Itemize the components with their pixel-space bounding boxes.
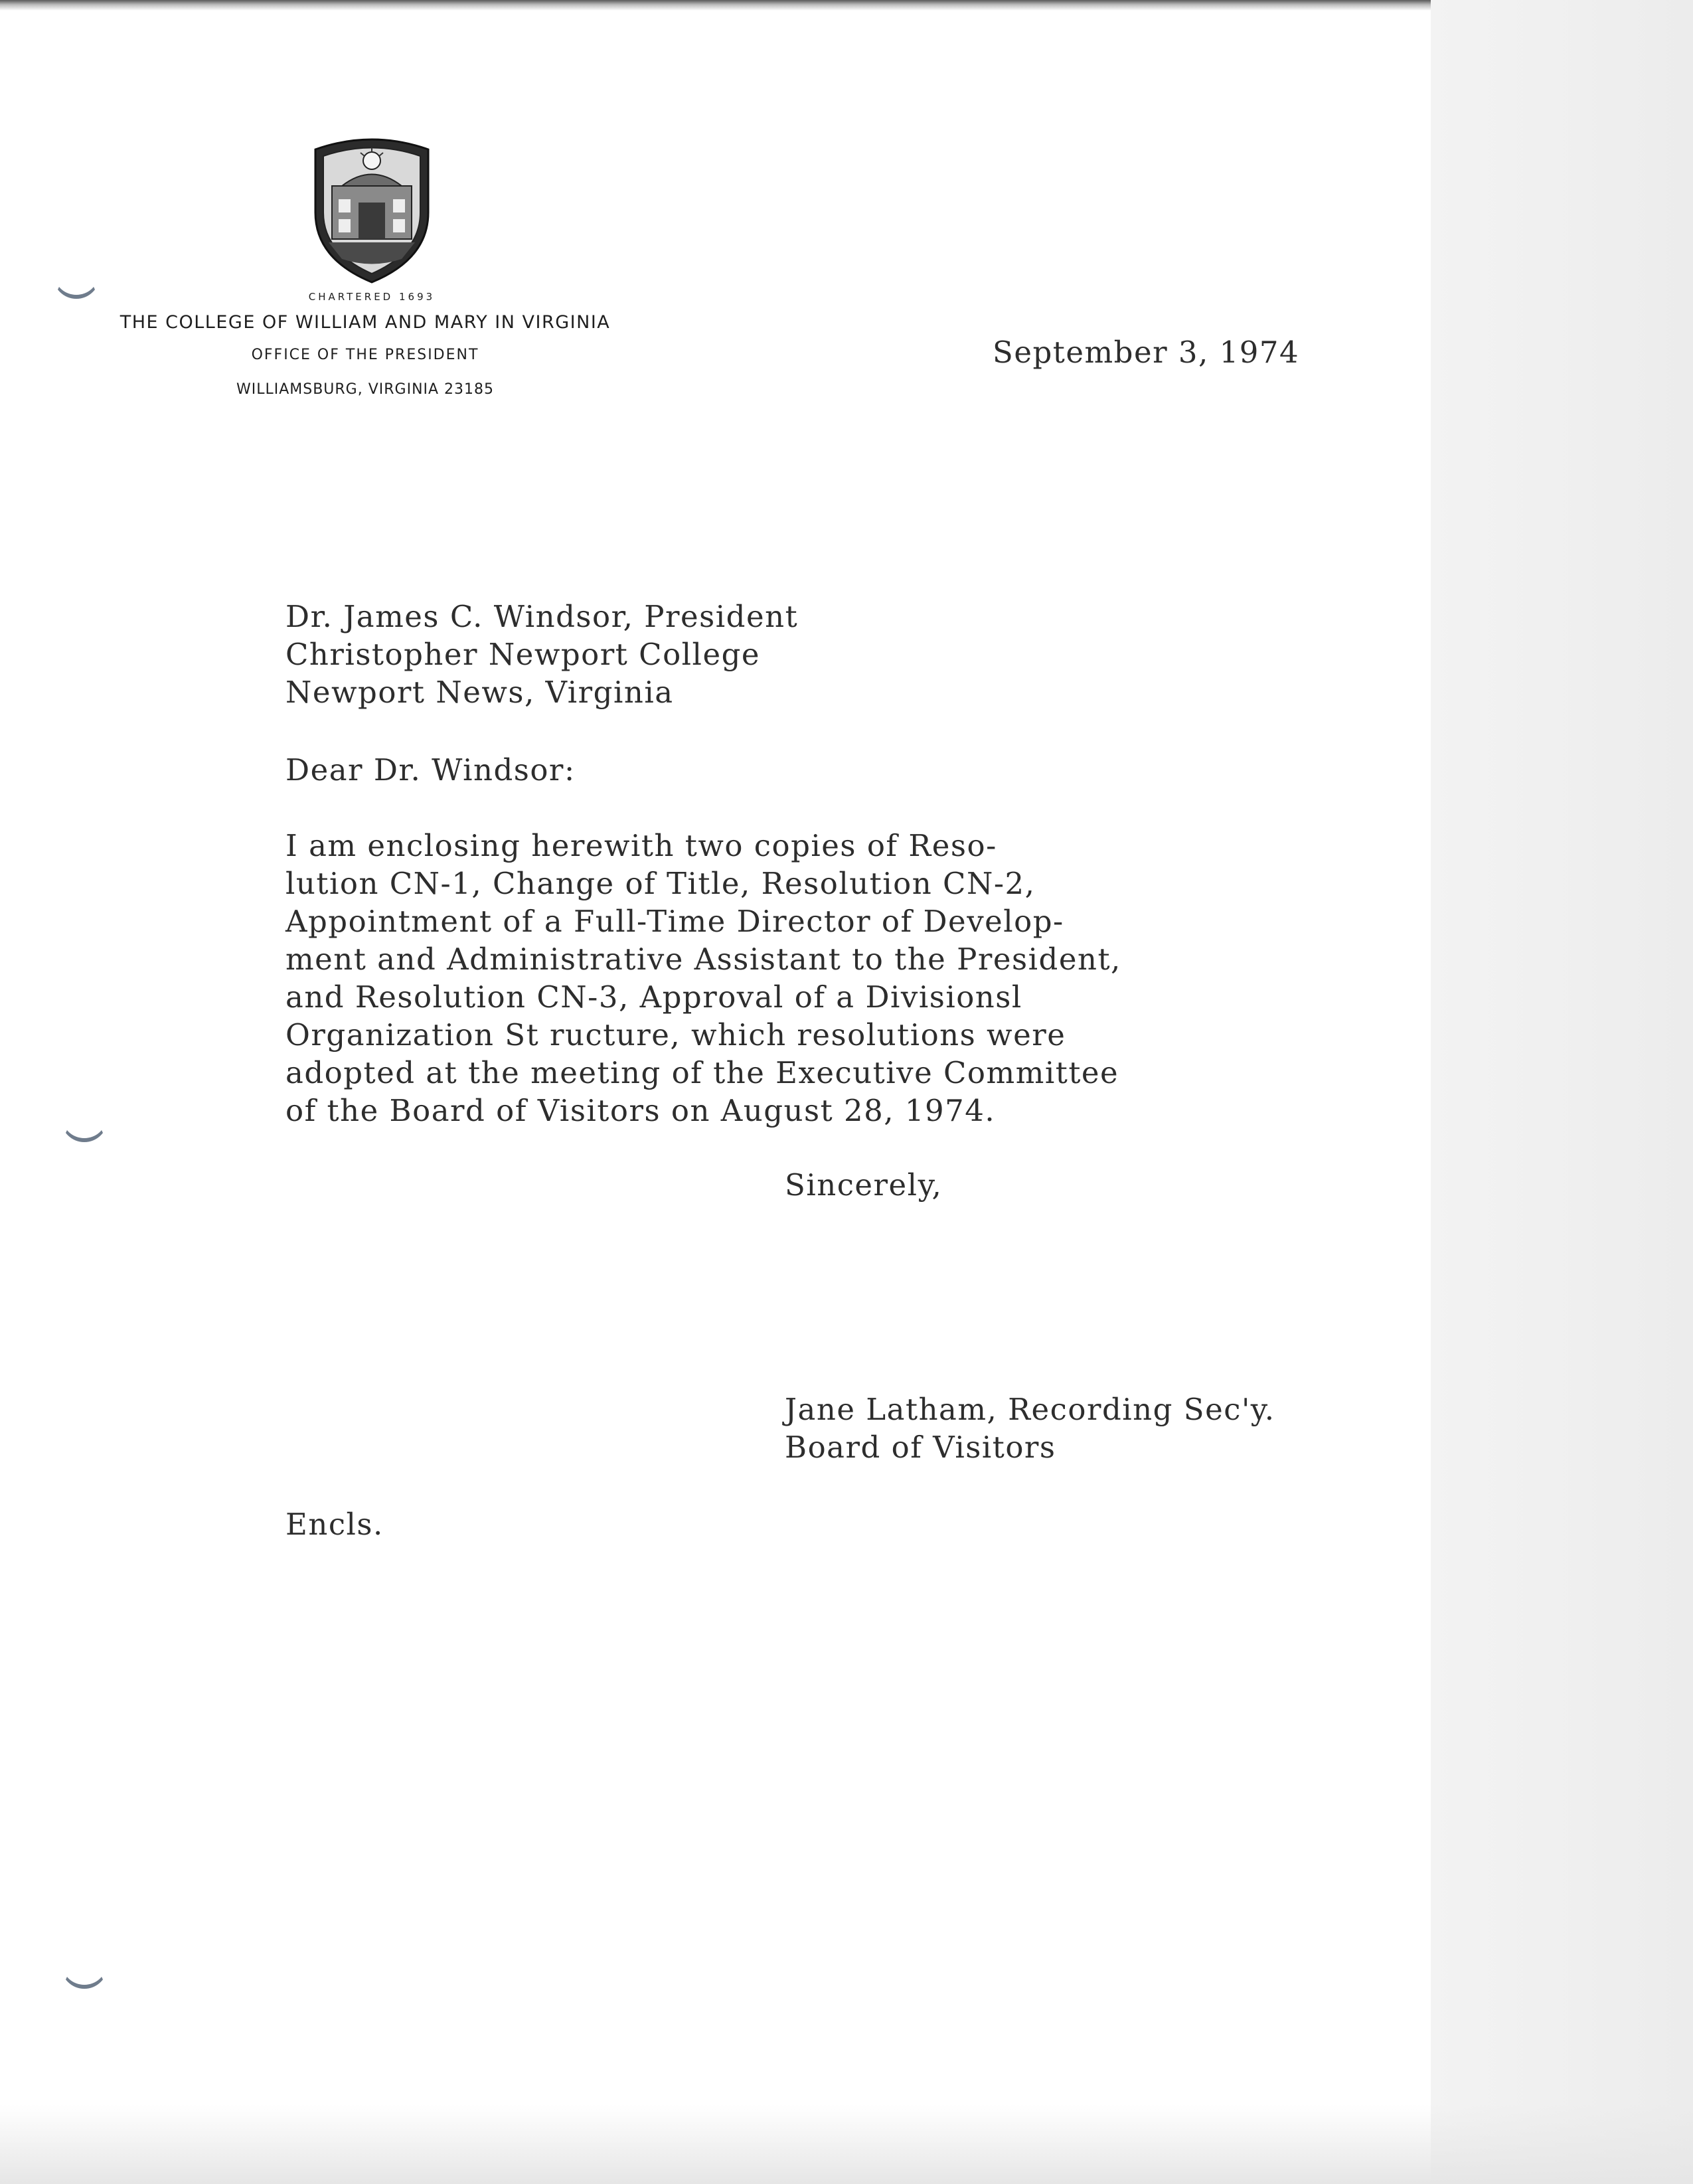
letterhead-institution: THE COLLEGE OF WILLIAM AND MARY IN VIRGINIA [120,312,611,333]
body-line: adopted at the meeting of the Executive Committee [285,1055,1119,1090]
page-bottom-edge [0,2104,1693,2184]
signature-organization: Board of Visitors [785,1430,1056,1465]
body-line: Organization St ructure, which resolutions were [285,1017,1066,1052]
body-line: ment and Administrative Assistant to the President, [285,942,1121,977]
college-seal-icon [302,133,442,286]
closing: Sincerely, [785,1167,943,1203]
body-line: of the Board of Visitors on August 28, 1974. [285,1093,996,1128]
recipient-line: Christopher Newport College [285,637,761,672]
body-line: lution CN-1, Change of Title, Resolution CN-2, [285,866,1036,901]
page-top-edge [0,0,1431,11]
punch-hole-top [53,252,100,299]
enclosure-note: Encls. [285,1507,384,1542]
letter-body [285,827,1215,1130]
letterhead-office: OFFICE OF THE PRESIDENT [251,347,479,363]
salutation: Dear Dr. Windsor: [285,752,576,788]
recipient-line: Dr. James C. Windsor, President [285,599,799,634]
signature-block [785,1390,1275,1466]
recipient-line: Newport News, Virginia [285,675,674,710]
page-shadow [1431,0,1693,2184]
punch-hole-bottom [61,1942,108,1989]
letterhead-chartered: CHARTERED 1693 [308,291,436,303]
body-line: Appointment of a Full-Time Director of Develop- [285,904,1064,939]
signature-name: Jane Latham, Recording Sec'y. [785,1392,1275,1427]
body-line: I am enclosing herewith two copies of Reso- [285,828,997,863]
letter-date: September 3, 1974 [993,335,1300,370]
body-line: and Resolution CN-3, Approval of a Divisionsl [285,979,1022,1015]
letterhead-address: WILLIAMSBURG, VIRGINIA 23185 [236,381,495,398]
recipient-address [285,598,798,711]
punch-hole-middle [61,1096,108,1142]
